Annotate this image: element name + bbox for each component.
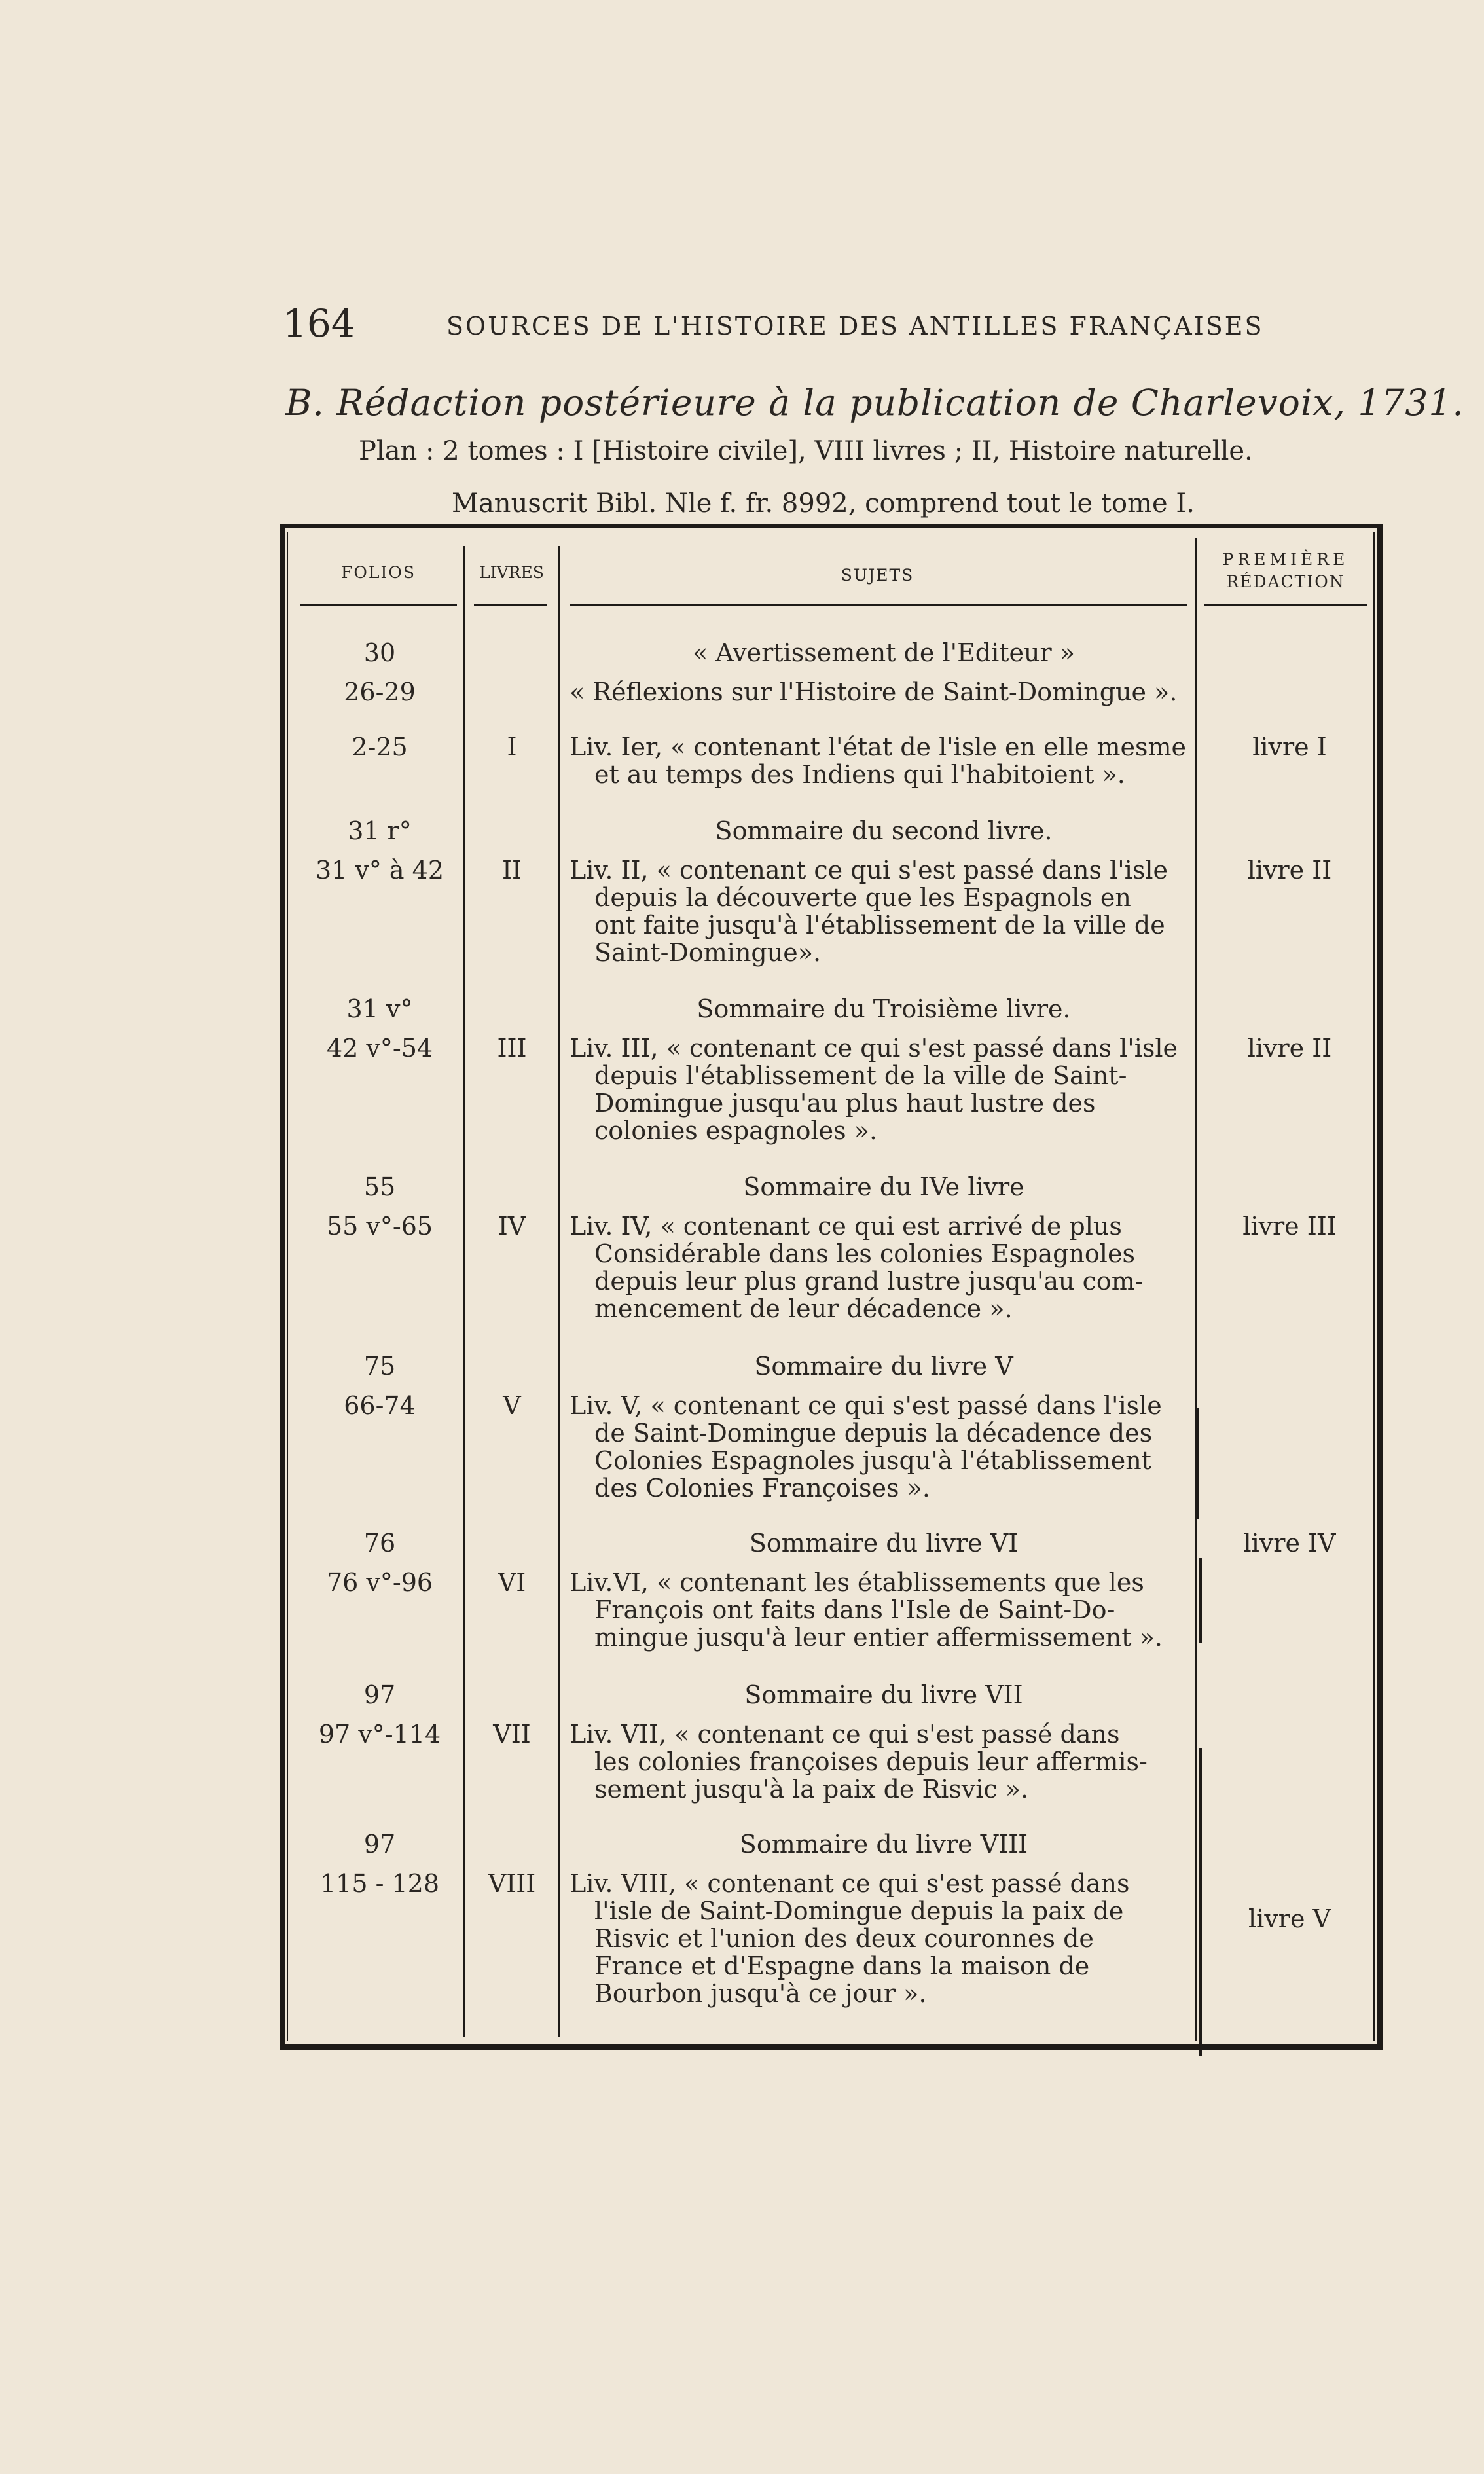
table-row-sujet: et au temps des Indiens qui l'habitoient ». <box>594 760 1125 789</box>
table-row-sujet: colonies espagnoles ». <box>594 1116 878 1145</box>
table-row-livre: VI <box>498 1568 526 1597</box>
table-row-folio: 66-74 <box>344 1391 416 1420</box>
table-row-sujet: l'isle de Saint-Domingue depuis la paix de <box>594 1897 1124 1925</box>
table-row-premiere: livre V <box>1248 1904 1331 1933</box>
table-row-sujet: Colonies Espagnoles jusqu'à l'établissement <box>594 1446 1151 1475</box>
brace-mark <box>1195 1408 1199 1519</box>
table-row-folio: 31 v° à 42 <box>315 856 444 884</box>
table-row-sujet: des Colonies Françoises ». <box>594 1474 930 1502</box>
table-row-sujet: mingue jusqu'à leur entier affermissement ». <box>594 1623 1163 1652</box>
table-row-sujet: France et d'Espagne dans la maison de <box>594 1952 1090 1980</box>
table-row-folio: 26-29 <box>344 678 416 706</box>
table-row-premiere: livre I <box>1252 733 1327 761</box>
table-row-sujet: Sommaire du second livre. <box>715 816 1053 845</box>
table-row-folio: 97 v°-114 <box>318 1720 441 1749</box>
col-header-premiere: PREMIÈRE <box>1222 550 1349 569</box>
table-row-sujet: Considérable dans les colonies Espagnoles <box>594 1239 1135 1268</box>
running-title: SOURCES DE L'HISTOIRE DES ANTILLES FRANÇAISES <box>446 312 1264 340</box>
col-sep-1 <box>463 546 465 2037</box>
table-row-folio: 55 <box>363 1173 396 1201</box>
section-title: B. Rédaction postérieure à la publication de Charlevoix, 1731. <box>285 382 1464 424</box>
page-number: 164 <box>283 301 355 346</box>
table-row-premiere: livre II <box>1247 856 1332 884</box>
table-row-sujet: Risvic et l'union des deux couronnes de <box>594 1924 1094 1953</box>
table-row-folio: 31 v° <box>346 994 413 1023</box>
table-row-sujet: depuis la découverte que les Espagnols en <box>594 883 1131 912</box>
table-row-folio: 76 v°-96 <box>326 1568 433 1597</box>
table-row-sujet: Liv. III, « contenant ce qui s'est passé dans l'isle <box>570 1034 1178 1063</box>
table-row-sujet: Sommaire du Troisième livre. <box>697 994 1071 1023</box>
table-row-sujet: « Réflexions sur l'Histoire de Saint-Domingue ». <box>570 678 1178 706</box>
table-row-premiere: livre IV <box>1243 1529 1336 1557</box>
table-row-sujet: Liv. VII, « contenant ce qui s'est passé dans <box>570 1720 1120 1749</box>
head-rule-sujets <box>570 604 1187 606</box>
brace-mark <box>1199 1748 1202 2056</box>
table-row-sujet: Liv.VI, « contenant les établissements que les <box>570 1568 1144 1597</box>
table-row-sujet: Liv. VIII, « contenant ce qui s'est passé dans <box>570 1869 1130 1898</box>
table-row-folio: 75 <box>363 1352 396 1381</box>
table-row-folio: 42 v°-54 <box>326 1034 433 1063</box>
table-row-folio: 76 <box>363 1529 396 1557</box>
table-row-sujet: Liv. V, « contenant ce qui s'est passé dans l'isle <box>570 1391 1162 1420</box>
table-row-sujet: de Saint-Domingue depuis la décadence des <box>594 1419 1153 1447</box>
col-header-redaction: RÉDACTION <box>1226 572 1345 591</box>
head-rule-premiere <box>1204 604 1367 606</box>
table-row-premiere: livre II <box>1247 1034 1332 1063</box>
table-row-sujet: Liv. II, « contenant ce qui s'est passé dans l'isle <box>570 856 1168 884</box>
table-row-sujet: François ont faits dans l'Isle de Saint-Do- <box>594 1595 1115 1624</box>
table-row-sujet: Bourbon jusqu'à ce jour ». <box>594 1979 927 2008</box>
brace-mark <box>1199 1558 1202 1643</box>
col-sep-2 <box>558 546 560 2037</box>
table-row-premiere: livre III <box>1242 1212 1337 1241</box>
running-header <box>283 296 1264 348</box>
table-row-livre: II <box>501 856 522 884</box>
table-left-rule <box>280 524 285 2050</box>
table-row-sujet: « Avertissement de l'Editeur » <box>692 638 1076 667</box>
head-rule-folios <box>300 604 457 606</box>
table-row-sujet: Liv. IV, « contenant ce qui est arrivé de plus <box>570 1212 1122 1241</box>
table-row-sujet: Sommaire du livre VII <box>744 1681 1023 1709</box>
table-row-livre: IV <box>498 1212 526 1241</box>
table-row-sujet: Sommaire du livre VI <box>749 1529 1019 1557</box>
table-row-livre: V <box>503 1391 521 1420</box>
plan-line: Plan : 2 tomes : I [Histoire civile], VIII livres ; II, Histoire naturelle. <box>359 436 1253 466</box>
head-rule-livres <box>474 604 547 606</box>
table-row-folio: 97 <box>363 1830 396 1859</box>
table-row-folio: 31 r° <box>348 816 412 845</box>
table-row-folio: 30 <box>363 638 396 667</box>
table-row-sujet: depuis l'établissement de la ville de Saint- <box>594 1061 1127 1090</box>
table-row-sujet: Domingue jusqu'au plus haut lustre des <box>594 1089 1096 1118</box>
table-row-livre: VII <box>493 1720 531 1749</box>
table-row-folio: 115 - 128 <box>319 1869 440 1898</box>
table-right-rule <box>1377 524 1383 2050</box>
table-top-rule <box>280 524 1383 528</box>
table-row-folio: 2-25 <box>352 733 408 761</box>
table-row-sujet: ont faite jusqu'à l'établissement de la ville de <box>594 911 1165 939</box>
table-row-livre: I <box>507 733 517 761</box>
table-row-livre: III <box>497 1034 527 1063</box>
table-row-sujet: Liv. Ier, « contenant l'état de l'isle en elle mesme <box>570 733 1187 761</box>
table-row-sujet: sement jusqu'à la paix de Risvic ». <box>594 1775 1029 1804</box>
table-bottom-rule <box>280 2044 1383 2050</box>
col-header-folios: FOLIOS <box>341 563 416 582</box>
table-row-sujet: depuis leur plus grand lustre jusqu'au com- <box>594 1267 1144 1296</box>
manuscript-line: Manuscrit Bibl. Nle f. fr. 8992, comprend tout le tome I. <box>452 488 1195 518</box>
col-header-livres: LIVRES <box>479 563 544 582</box>
table-row-sujet: Sommaire du livre V <box>754 1352 1013 1381</box>
col-header-sujets: SUJETS <box>841 566 914 585</box>
table-row-folio: 55 v°-65 <box>326 1212 433 1241</box>
table-row-sujet: Sommaire du livre VIII <box>739 1830 1028 1859</box>
table-row-sujet: les colonies françoises depuis leur affermis- <box>594 1747 1148 1776</box>
table-row-sujet: mencement de leur décadence ». <box>594 1294 1013 1323</box>
table-row-sujet: Saint-Domingue». <box>594 938 822 967</box>
table-row-livre: VIII <box>488 1869 536 1898</box>
table-row-sujet: Sommaire du IVe livre <box>743 1173 1024 1201</box>
table-row-folio: 97 <box>363 1681 396 1709</box>
